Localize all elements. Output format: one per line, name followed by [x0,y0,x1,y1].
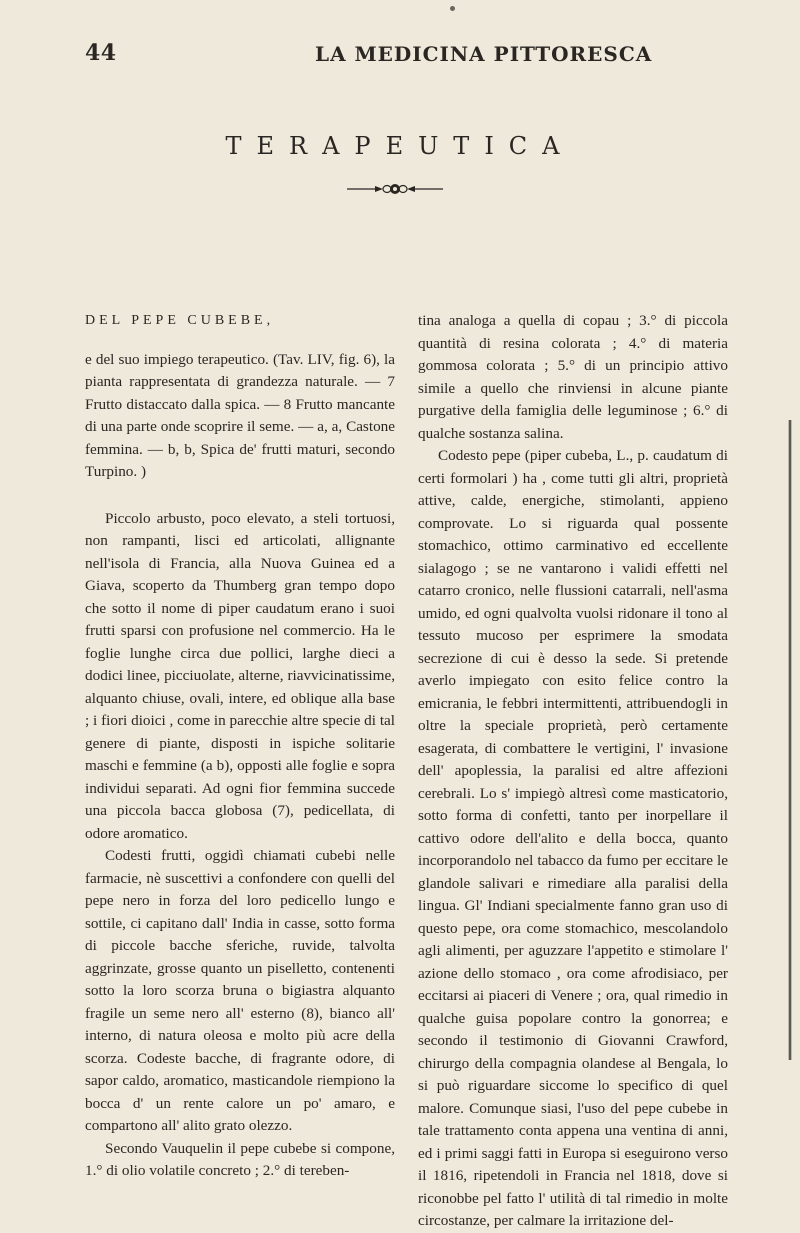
page-edge-shadow [788,420,792,1060]
page-speck [450,6,455,11]
article-title: DEL PEPE CUBEBE, [85,313,275,328]
page-number: 44 [85,40,117,66]
decorative-rule-icon [345,180,445,198]
section-title: TERAPEUTICA [225,132,575,160]
right-column [418,310,728,1233]
paragraph: Codesto pepe (piper cubeba, L., p. caudatum di certi formolari ) ha , come tutti gli altri, proprietà attive, calde, energiche, stimolanti, appieno comprovate. Lo si riguarda qual possente stomachico, ottimo carminativo ed eccellente sialagogo ; se ne vantarono i validi effetti nel catarro cronico, nelle flussioni catarrali, nell'asma umido, ed ogni qualvolta vuolsi ridonare il tono al tessuto mucoso per esprimere la smodata secrezione di cui è desso la sede. Si pretende averlo impiegato con esito felice contro la emicrania, le febbri intermittenti, attribuendogli in oltre la speciale proprietà, però certamente esagerata, di combattere le vertigini, l' invasione dell' apoplessia, la paralisi ed altre affezioni cerebrali. Lo s' impiegò altresì come masticatorio, sotto forma di confetti, tanto per inorpellare il cattivo odore dell'alito e della bocca, quanto incorporandolo nel tabacco da fumo per eccitare le glandole salivari e rimediare alla paralisi della lingua. Gl' Indiani specialmente fanno gran uso di questo pepe, ora come stomachico, mescolandolo agli alimenti, per aguzzare l'appetito e stimolare l' azione dello stomaco , ora come afrodisiaco, per eccitarsi ai piaceri di Venere ; ora, qual rimedio in qualche guisa popolare contro la gonorrea; e secondo il testimonio di Giovanni Crawford, chirurgo della compagnia olandese al Bengala, lo si può riguardare siccome lo specifico di quel malore. Comunque siasi, l'uso del pepe cubebe in tale trattamento conta appena una ventina di anni, ed i primi saggi fatti in Europa si eseguirono verso il 1816, ripetendoli in Francia nel 1818, dove si riconobbe pel fatto l' utilità di tal rimedio in molte circostanze, per calmare la irritazione del- [418,447,728,1229]
left-column [85,310,395,1183]
book-title: LA MEDICINA PITTORESCA [315,42,653,66]
paragraph: Piccolo arbusto, poco elevato, a steli tortuosi, non rampanti, lisci ed articolati, allignante nell'isola di Francia, alla Nuova Guinea ed a Giava, scoperto da Thumberg gran tempo dopo che sotto il nome di piper caudatum erano i suoi frutti sparsi con profusione nel commercio. Ha le foglie lunghe circa due pollici, larghe dieci a dodici linee, picciuolate, alterne, riavvicinatissime, alquanto chiuse, ovali, intere, ed oblique alla base ; i fiori dioici , come in parecchie altre specie di tal genere di piante, disposti in ispiche solitarie maschi e femmine (a b), opposti alle foglie e sopra individui separati. Ad ogni fior femmina succede una piccola bacca globosa (7), pedicellata, di odore aromatico. [85,509,395,842]
paragraph: tina analoga a quella di copau ; 3.° di piccola quantità di resina colorata ; 4.° di materia gommosa colorata ; 5.° di un principio attivo simile a quello che rinviensi in alcune piante purgative della famiglia delle leguminose ; 6.° di qualche sostanza salina. [418,312,728,442]
figure-caption: e del suo impiego terapeutico. (Tav. LIV, fig. 6), la pianta rappresentata di grandezza naturale. — 7 Frutto distaccato dalla spica. — 8 Frutto mancante di una parte onde scoprire il seme. — a, a, Castone femmina. — b, b, Spica de' frutti maturi, secondo Turpino. ) [85,350,395,480]
paragraph: Codesti frutti, oggidì chiamati cubebi nelle farmacie, nè suscettivi a confondere con quelli del pepe nero in forza del loro pedicello lungo e sottile, ci capitano dall' India in casse, sotto forma di piccole bacche sferiche, ruvide, talvolta aggrinzate, grosse quanto un piselletto, contenenti sotto la loro scorza bruna o bigiastra alquanto fragile un seme nero all' esterno (8), bianco all' interno, di natura oleosa e molto più acre della scorza. Codeste bacche, di fragrante odore, di sapor caldo, aromatico, masticandole riempiono la bocca d' un rente calore un po' amaro, e compartono all' alito grato olezzo. [85,847,395,1134]
paragraph: Secondo Vauquelin il pepe cubebe si compone, 1.° di olio volatile concreto ; 2.° di tereben- [85,1139,395,1179]
running-head [85,40,690,70]
